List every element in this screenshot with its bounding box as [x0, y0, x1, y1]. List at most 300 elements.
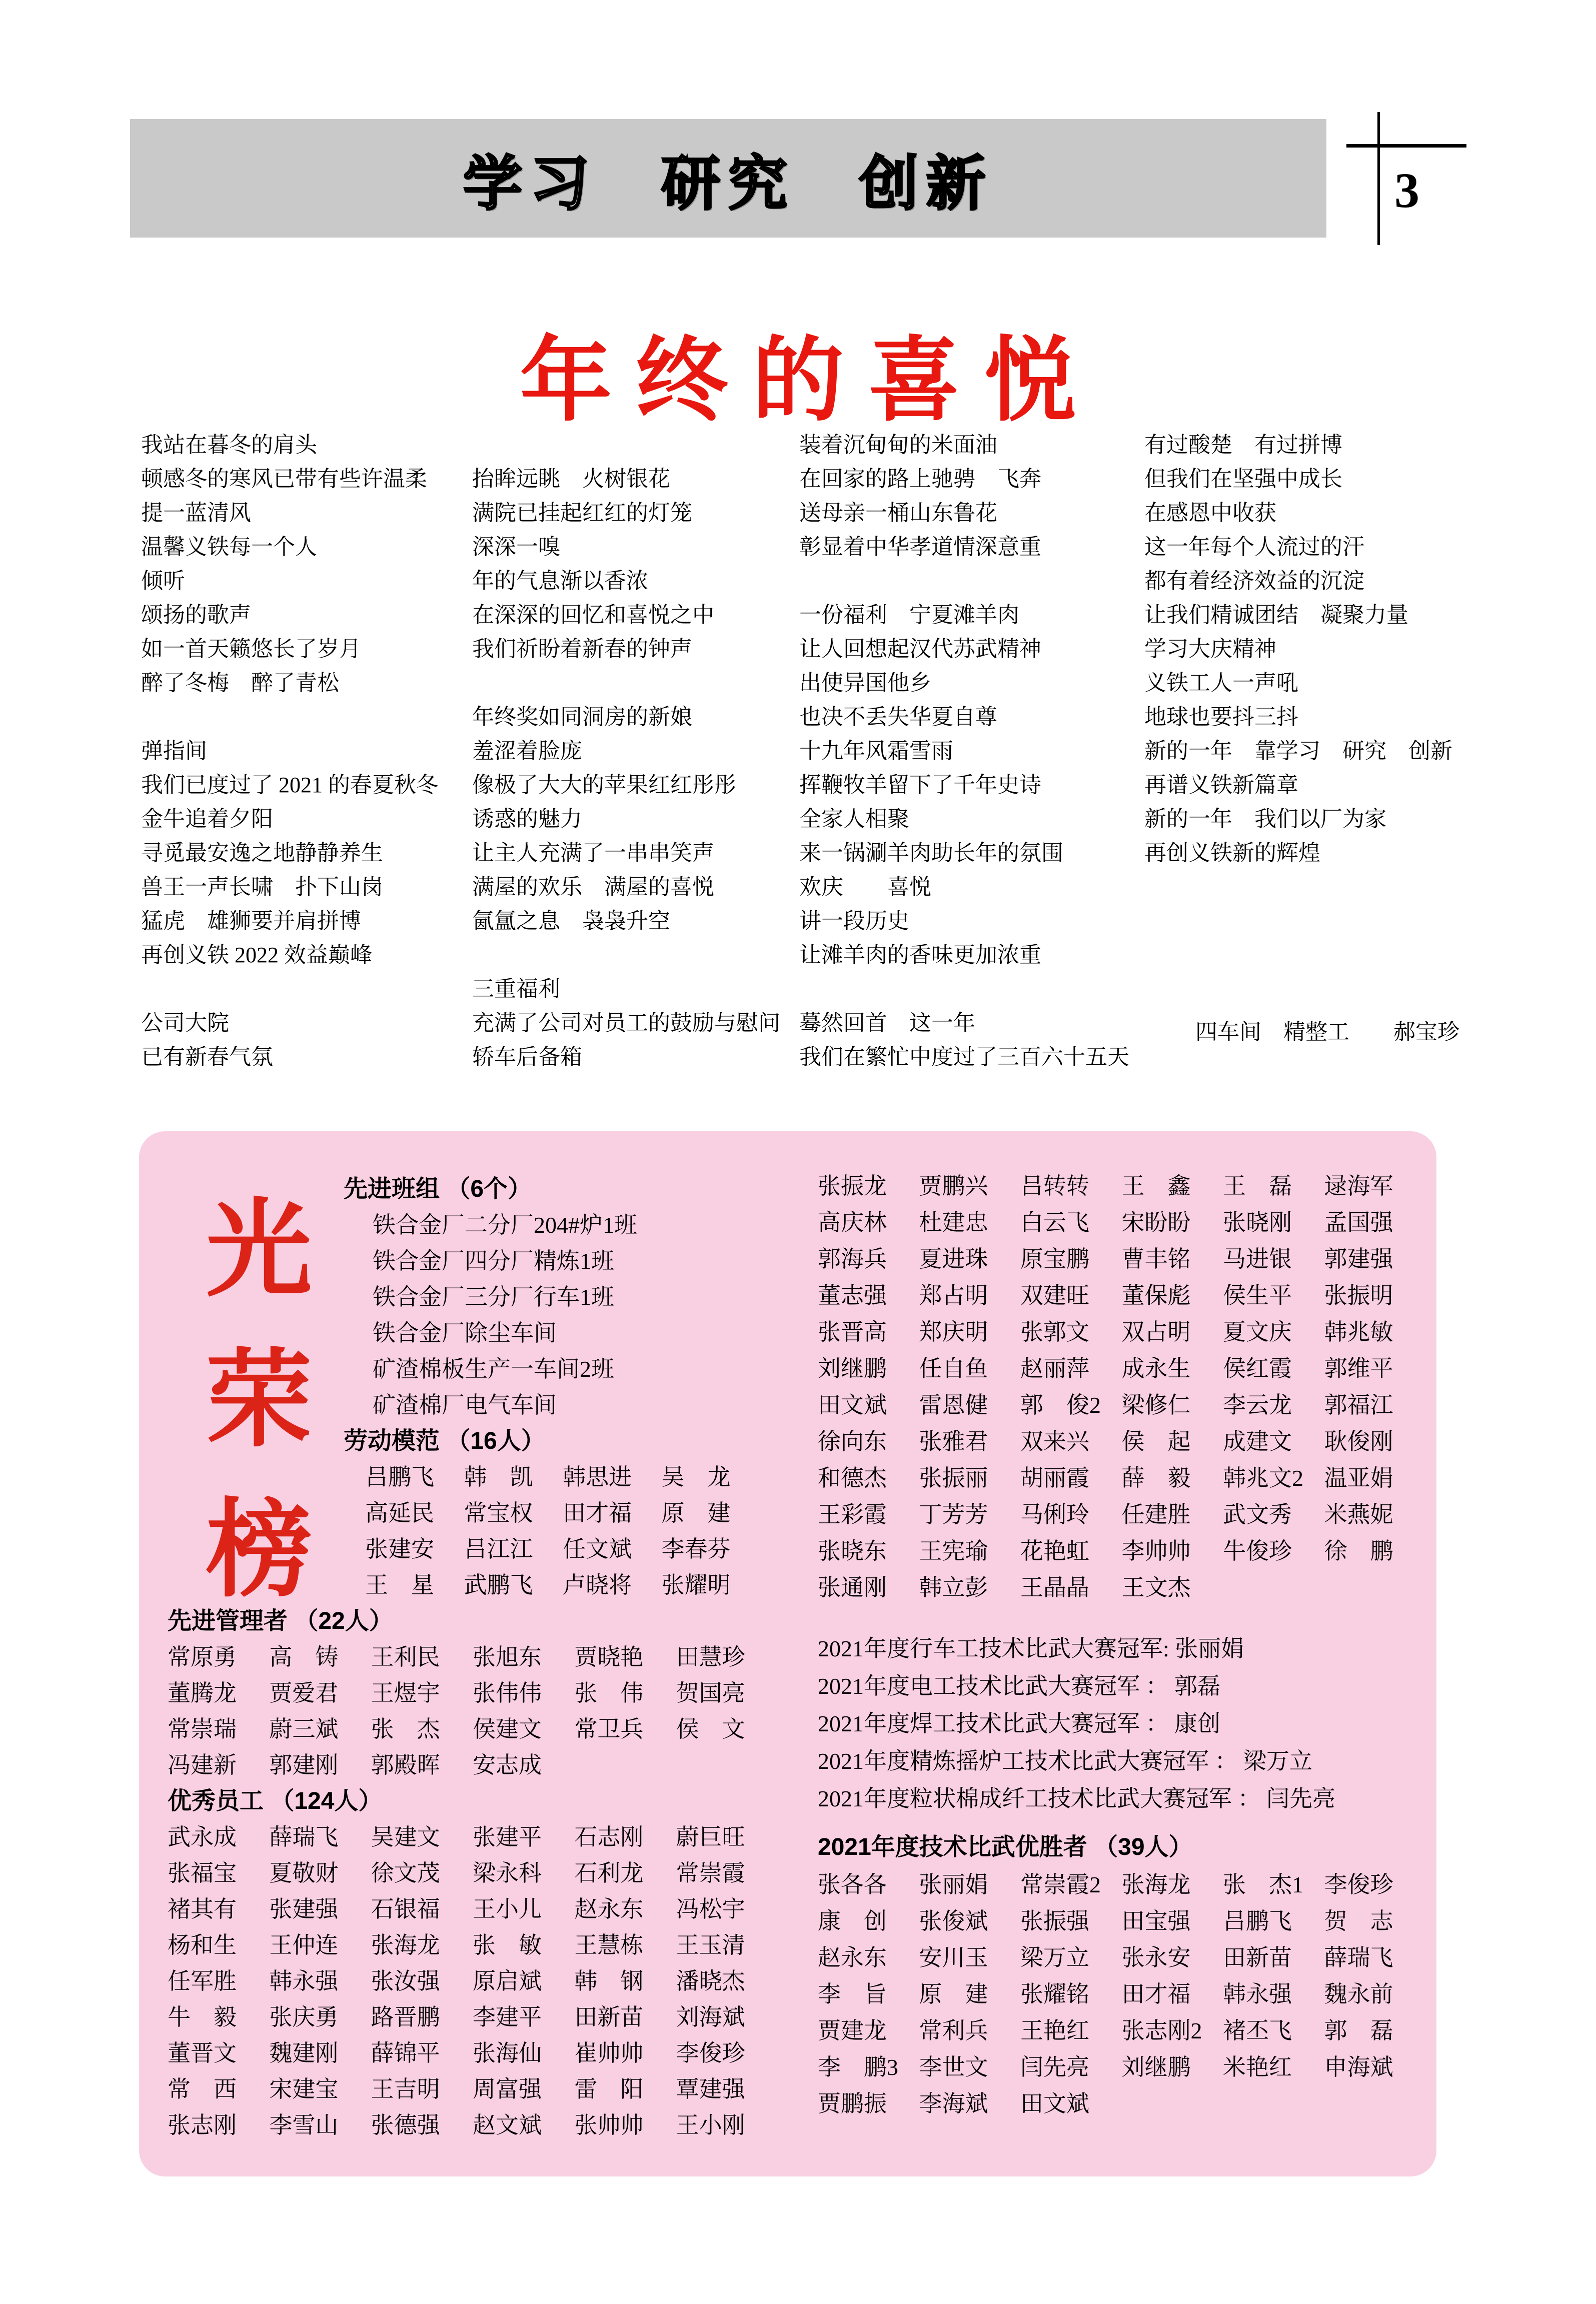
name-row: [168, 1855, 778, 1891]
name-row: [168, 1963, 778, 1999]
poem-line: 我们祈盼着新春的钟声: [472, 637, 692, 661]
name-row: [168, 1819, 778, 1855]
name-cell: 原 建: [661, 1500, 731, 1526]
honor-board-title-char: 荣: [206, 1342, 312, 1459]
poem-line: 寻觅最安逸之地静静养生: [141, 841, 383, 865]
name-cell: 薛锦平: [371, 2040, 440, 2066]
name-cell: 张志刚2: [1121, 2018, 1202, 2043]
name-cell: 张耀铭: [1020, 1981, 1089, 2007]
name-row: [365, 1495, 760, 1531]
name-cell: 刘继鹏: [818, 1356, 887, 1381]
winners-list: [818, 1866, 1425, 2122]
name-cell: 张晓刚: [1223, 1210, 1292, 1235]
name-cell: 郭维平: [1324, 1356, 1393, 1381]
name-row: [818, 1168, 1425, 1204]
name-cell: 李雪山: [269, 2112, 339, 2138]
name-row: [818, 1460, 1425, 1496]
name-cell: 王慧栋: [574, 1932, 644, 1958]
name-cell: 崔帅帅: [574, 2040, 644, 2066]
poem-column-3: [799, 428, 1129, 1074]
name-cell: 张海龙: [1121, 1872, 1191, 1897]
name-row: [818, 2085, 1425, 2122]
name-cell: 王艳红: [1020, 2018, 1089, 2043]
name-cell: 白云飞: [1020, 1210, 1089, 1235]
name-cell: 赵丽萍: [1020, 1356, 1089, 1381]
name-cell: 李帅帅: [1121, 1538, 1191, 1564]
poem-line: 都有着经济效益的沉淀: [1144, 569, 1364, 593]
name-cell: 韩 钢: [574, 1968, 644, 1994]
poem-line: 十九年风霜雪雨: [799, 739, 953, 763]
name-cell: 吕转转: [1020, 1173, 1089, 1199]
name-cell: 张耀明: [661, 1572, 731, 1598]
poem-line: 深深一嗅: [472, 535, 560, 559]
name-cell: 刘继鹏: [1121, 2054, 1191, 2080]
name-cell: 田才福: [563, 1500, 632, 1526]
poem-line: 兽王一声长啸 扑下山岗: [141, 875, 383, 899]
name-cell: 董晋文: [168, 2040, 237, 2066]
name-cell: 张振强: [1020, 1908, 1089, 1934]
name-cell: 郭建刚: [269, 1752, 339, 1778]
name-cell: 常宝权: [464, 1500, 533, 1526]
name-row: [818, 1533, 1425, 1569]
poem-line: 三重福利: [472, 977, 560, 1001]
name-row: [168, 2107, 778, 2143]
name-cell: 雷恩健: [919, 1392, 988, 1418]
honor-board-title-char: 光: [206, 1192, 312, 1309]
registration-mark-horizontal-line: [1346, 144, 1466, 148]
poem-line: 讲一段历史: [799, 909, 909, 933]
name-cell: 张庆勇: [269, 2004, 339, 2030]
poem-line: 有过酸楚 有过拼博: [1144, 433, 1342, 457]
poem-line: 诱惑的魅力: [472, 807, 582, 831]
advanced-teams-header: 先进班组 （6个）: [344, 1176, 532, 1202]
poem-line: 弹指间: [141, 739, 207, 763]
name-cell: 王晶晶: [1020, 1575, 1089, 1600]
name-cell: 路晋鹏: [371, 2004, 440, 2030]
name-cell: 魏永前: [1324, 1981, 1393, 2007]
name-cell: 张建安: [365, 1536, 434, 1562]
name-cell: 安志成: [472, 1752, 542, 1778]
name-cell: 双来兴: [1020, 1429, 1089, 1454]
name-cell: 原 建: [919, 1981, 988, 2007]
name-cell: 石银福: [371, 1896, 440, 1922]
name-cell: 吴 龙: [661, 1464, 731, 1490]
winners-header: 2021年度技术比武优胜者 （39人）: [818, 1834, 1193, 1860]
name-cell: 魏建刚: [269, 2040, 339, 2066]
advanced-teams-list: [168, 1207, 813, 1423]
poem-line: 我站在暮冬的肩头: [141, 433, 317, 457]
poem-line: 倾听: [141, 569, 185, 593]
name-cell: 张永安: [1121, 1945, 1191, 1970]
name-cell: 李云龙: [1223, 1392, 1292, 1418]
name-cell: 雷 阳: [574, 2076, 644, 2102]
poem-line: 新的一年 我们以厂为家: [1144, 807, 1386, 831]
name-cell: 张海龙: [371, 1932, 440, 1958]
name-cell: 李 鹏3: [818, 2054, 898, 2080]
name-row: [168, 1747, 778, 1783]
name-cell: 薛瑞飞: [1324, 1945, 1393, 1970]
advanced-managers-header: 先进管理者 （22人）: [168, 1608, 393, 1634]
name-row: [168, 1927, 778, 1963]
name-cell: 郭海兵: [818, 1246, 887, 1272]
name-cell: 李海斌: [919, 2091, 988, 2116]
name-cell: 高庆林: [818, 1210, 887, 1235]
name-cell: 田新苗: [574, 2004, 644, 2030]
name-cell: 常崇瑞: [168, 1716, 237, 1742]
name-cell: 王小儿: [472, 1896, 542, 1922]
poem-line: 温馨义铁每一个人: [141, 535, 317, 559]
poem-line: 让滩羊肉的香味更加浓重: [799, 943, 1041, 967]
name-cell: 贾鹏兴: [919, 1173, 988, 1199]
poem-line: 颂扬的歌声: [141, 603, 251, 627]
name-row: [818, 1423, 1425, 1460]
name-cell: 马俐玲: [1020, 1502, 1089, 1527]
poem-line: [799, 564, 1129, 598]
name-cell: 韩兆敏: [1324, 1319, 1393, 1345]
name-cell: 成建文: [1223, 1429, 1292, 1454]
name-row: [818, 1350, 1425, 1387]
advanced-managers-list: [168, 1639, 813, 1783]
name-cell: 刘海斌: [676, 2004, 745, 2030]
poem-line: 地球也要抖三抖: [1144, 705, 1298, 729]
name-cell: 李建平: [472, 2004, 542, 2030]
name-cell: 梁修仁: [1121, 1392, 1191, 1418]
name-cell: 张旭东: [472, 1644, 542, 1670]
name-cell: 王玉清: [676, 1932, 745, 1958]
name-cell: 张汝强: [371, 1968, 440, 1994]
name-cell: 侯建文: [472, 1716, 542, 1742]
honor-board-right-column: [818, 1168, 1425, 2122]
name-cell: 任建胜: [1121, 1502, 1191, 1527]
name-cell: 杨和生: [168, 1932, 237, 1958]
poem-line: 我们在繁忙中度过了三百六十五天: [799, 1045, 1129, 1069]
name-cell: 张福宝: [168, 1860, 237, 1886]
name-cell: 孟国强: [1324, 1210, 1393, 1235]
name-cell: 卢晓将: [563, 1572, 632, 1598]
name-cell: 双占明: [1121, 1319, 1191, 1345]
name-cell: 常崇霞: [676, 1860, 745, 1886]
poem-column-4: [1144, 428, 1452, 870]
excellent-staff-list-left: [168, 1819, 813, 2143]
name-cell: 丁芳芳: [919, 1502, 988, 1527]
name-row: [818, 1866, 1425, 1903]
poem-line: 如一首天籁悠长了岁月: [141, 637, 361, 661]
name-cell: 杜建忠: [919, 1210, 988, 1235]
name-cell: 李俊珍: [676, 2040, 745, 2066]
name-cell: 侯生平: [1223, 1283, 1292, 1308]
name-cell: 王小刚: [676, 2112, 745, 2138]
name-cell: 蔚三斌: [269, 1716, 339, 1742]
poem-line: 金牛追着夕阳: [141, 807, 273, 831]
poem-line: 轿车后备箱: [472, 1045, 582, 1069]
poem-line: [472, 938, 780, 972]
poem-line: 也决不丢失华夏自尊: [799, 705, 997, 729]
poem-line: 已有新春气氛: [141, 1045, 273, 1069]
name-cell: 王文杰: [1121, 1575, 1191, 1600]
header-banner: [130, 119, 1326, 238]
poem-line: 一份福利 宁夏滩羊肉: [799, 603, 1019, 627]
name-cell: 韩立彭: [919, 1575, 988, 1600]
name-cell: 赵永东: [574, 1896, 644, 1922]
name-row: [818, 1277, 1425, 1314]
name-cell: 郑庆明: [919, 1319, 988, 1345]
poem-line: [141, 700, 438, 734]
name-cell: 高延民: [365, 1500, 434, 1526]
name-cell: 夏敬财: [269, 1860, 339, 1886]
poem-line: 蓦然回首 这一年: [799, 1011, 975, 1035]
poem-line: 猛虎 雄狮要并肩拼博: [141, 909, 361, 933]
name-cell: 薛 毅: [1121, 1465, 1191, 1491]
name-cell: 曹丰铭: [1121, 1246, 1191, 1272]
name-cell: 温亚娟: [1324, 1465, 1393, 1491]
name-cell: 常 西: [168, 2076, 237, 2102]
name-cell: 张通刚: [818, 1575, 887, 1600]
page-number: 3: [1394, 163, 1419, 218]
poem-line: 公司大院: [141, 1011, 229, 1035]
poem-line: 像极了大大的苹果红红彤彤: [472, 773, 736, 797]
name-cell: 原宝鹏: [1020, 1246, 1089, 1272]
name-cell: 董保彪: [1121, 1283, 1191, 1308]
poem-line: [472, 666, 780, 700]
poem-column-2: [472, 428, 780, 1074]
poem-line: 羞涩着脸庞: [472, 739, 582, 763]
name-cell: 郭 俊2: [1020, 1392, 1101, 1418]
name-cell: 侯 文: [676, 1716, 745, 1742]
name-cell: 王吉明: [371, 2076, 440, 2102]
name-row: [818, 2012, 1425, 2049]
name-cell: 宋盼盼: [1121, 1210, 1191, 1235]
name-cell: 郭建强: [1324, 1246, 1393, 1272]
name-cell: 吕江江: [464, 1536, 533, 1562]
poem-line: 让人回想起汉代苏武精神: [799, 637, 1041, 661]
poem-line: 全家人相聚: [799, 807, 909, 831]
name-cell: 张建强: [269, 1896, 339, 1922]
name-cell: 董腾龙: [168, 1680, 237, 1706]
name-cell: 高 铸: [269, 1644, 339, 1670]
name-cell: 董志强: [818, 1283, 887, 1308]
name-row: [168, 2071, 778, 2107]
poem-line: 在感恩中收获: [1144, 501, 1276, 525]
name-row: [818, 1387, 1425, 1423]
name-cell: 张晋高: [818, 1319, 887, 1345]
poem-line: 来一锅涮羊肉助长年的氛围: [799, 841, 1063, 865]
model-workers-header: 劳动模范 （16人）: [344, 1428, 545, 1454]
name-cell: 张振龙: [818, 1173, 887, 1199]
team-item: 铁合金厂二分厂204#炉1班: [373, 1212, 637, 1238]
poem-line: 提一蓝清风: [141, 501, 251, 525]
banner-word-research: 研究: [661, 151, 795, 217]
name-cell: 申海斌: [1324, 2054, 1393, 2080]
name-cell: 贺 志: [1324, 1908, 1393, 1934]
poem-line: [472, 428, 780, 462]
name-cell: 张志刚: [168, 2112, 237, 2138]
name-cell: 耿俊刚: [1324, 1429, 1393, 1454]
name-cell: 和德杰: [818, 1465, 887, 1491]
name-cell: 徐向东: [818, 1429, 887, 1454]
honor-board-left-column: [168, 1171, 813, 2143]
name-row: [818, 1976, 1425, 2012]
name-cell: 牛 毅: [168, 2004, 237, 2030]
name-row: [818, 1241, 1425, 1277]
poem-line: 年终奖如同洞房的新娘: [472, 705, 692, 729]
name-row: [818, 2049, 1425, 2085]
name-cell: 王 星: [365, 1572, 434, 1598]
champion-line: 2021年度粒状棉成纤工技术比武大赛冠军 ： 闫先亮: [818, 1786, 1335, 1811]
name-cell: 任军胜: [168, 1968, 237, 1994]
name-cell: 张 杰1: [1223, 1872, 1303, 1897]
name-cell: 郭 磊: [1324, 2018, 1393, 2043]
champion-line: 2021年度焊工技术比武大赛冠军 ： 康创: [818, 1711, 1220, 1736]
name-cell: 张俊斌: [919, 1908, 988, 1934]
name-cell: 吕鹏飞: [1223, 1908, 1292, 1934]
name-cell: 冯松宇: [676, 1896, 745, 1922]
name-cell: 韩兆文2: [1223, 1465, 1303, 1491]
poem-line: 出使异国他乡: [799, 671, 931, 695]
name-cell: 梁永科: [472, 1860, 542, 1886]
name-cell: 石志刚: [574, 1824, 644, 1850]
poem-line: 在回家的路上驰骋 飞奔: [799, 467, 1041, 491]
poem-line: 顿感冬的寒风已带有些许温柔: [141, 467, 427, 491]
poem-line: 装着沉甸甸的米面油: [799, 433, 997, 457]
name-cell: 薛瑞飞: [269, 1824, 339, 1850]
name-cell: 康 创: [818, 1908, 887, 1934]
name-cell: 张伟伟: [472, 1680, 542, 1706]
name-cell: 张雅君: [919, 1429, 988, 1454]
name-cell: 田慧珍: [676, 1644, 745, 1670]
name-cell: 成永生: [1121, 1356, 1191, 1381]
name-cell: 常原勇: [168, 1644, 237, 1670]
name-cell: 田文斌: [818, 1392, 887, 1418]
name-row: [818, 1204, 1425, 1241]
banner-word-innovate: 创新: [859, 151, 994, 217]
poem-line: 义铁工人一声吼: [1144, 671, 1298, 695]
name-cell: 武永成: [168, 1824, 237, 1850]
team-item: 矿渣棉厂电气车间: [373, 1392, 557, 1418]
name-cell: 贺国亮: [676, 1680, 745, 1706]
name-cell: 原启斌: [472, 1968, 542, 1994]
name-cell: 王煜宇: [371, 1680, 440, 1706]
name-cell: 闫先亮: [1020, 2054, 1089, 2080]
poem-line: [141, 972, 438, 1006]
name-cell: 吕鹏飞: [365, 1464, 434, 1490]
champion-line: 2021年度行车工技术比武大赛冠军: 张丽娟: [818, 1636, 1244, 1661]
name-cell: 任文斌: [563, 1536, 632, 1562]
name-cell: 双建旺: [1020, 1283, 1089, 1308]
name-cell: 花艳虹: [1020, 1538, 1089, 1564]
name-row: [168, 1675, 778, 1711]
poem-line: 再创义铁新的辉煌: [1144, 841, 1320, 865]
name-cell: 田宝强: [1121, 1908, 1191, 1934]
name-cell: 王宪瑜: [919, 1538, 988, 1564]
name-cell: 周富强: [472, 2076, 542, 2102]
name-cell: 常利兵: [919, 2018, 988, 2043]
team-item: 铁合金厂四分厂精炼1班: [373, 1248, 614, 1274]
name-cell: 米艳红: [1223, 2054, 1292, 2080]
poem-line: 在深深的回忆和喜悦之中: [472, 603, 714, 627]
poem-line: 这一年每个人流过的汗: [1144, 535, 1364, 559]
poem-column-1: [141, 428, 438, 1074]
model-workers-list: [168, 1459, 813, 1603]
name-row: [365, 1567, 760, 1603]
name-cell: 韩永强: [269, 1968, 339, 1994]
name-cell: 褚其有: [168, 1896, 237, 1922]
banner-word-study: 学习: [463, 151, 597, 217]
name-row: [168, 1639, 778, 1675]
poem-line: 欢庆 喜悦: [799, 875, 931, 899]
name-cell: 张丽娟: [919, 1872, 988, 1897]
name-cell: 韩 凯: [464, 1464, 533, 1490]
name-cell: 米燕妮: [1324, 1502, 1393, 1527]
name-cell: 武鹏飞: [464, 1572, 533, 1598]
name-cell: 李世文: [919, 2054, 988, 2080]
poem-line: 醉了冬梅 醉了青松: [141, 671, 339, 695]
name-cell: 李俊珍: [1324, 1872, 1393, 1897]
name-cell: 王 磊: [1223, 1173, 1292, 1199]
team-item: 铁合金厂除尘车间: [373, 1320, 557, 1346]
name-cell: 贾爱君: [269, 1680, 339, 1706]
champion-line: 2021年度精炼摇炉工技术比武大赛冠军 ： 梁万立: [818, 1748, 1312, 1774]
poem-line: 彰显着中华孝道情深意重: [799, 535, 1041, 559]
poem-attribution: 四车间 精整工 郝宝珍: [1195, 1020, 1459, 1044]
name-cell: 张郭文: [1020, 1319, 1089, 1345]
name-row: [818, 1903, 1425, 1939]
team-item: 铁合金厂三分厂行车1班: [373, 1284, 614, 1310]
poem-line: 再创义铁 2022 效益巅峰: [141, 943, 372, 967]
registration-mark-vertical-line: [1377, 112, 1380, 245]
name-cell: 马进银: [1223, 1246, 1292, 1272]
name-cell: 武文秀: [1223, 1502, 1292, 1527]
name-row: [818, 1939, 1425, 1976]
name-row: [818, 1496, 1425, 1533]
poem-line: 但我们在坚强中成长: [1144, 467, 1342, 491]
name-cell: 褚丕飞: [1223, 2018, 1292, 2043]
name-cell: 徐 鹏: [1324, 1538, 1393, 1564]
name-cell: 田才福: [1121, 1981, 1191, 2007]
name-row: [365, 1459, 760, 1495]
poem-line: 满院已挂起红红的灯笼: [472, 501, 692, 525]
poem-line: 送母亲一桶山东鲁花: [799, 501, 997, 525]
name-cell: 夏进珠: [919, 1246, 988, 1272]
poem-line: 让主人充满了一串串笑声: [472, 841, 714, 865]
name-cell: 郭福江: [1324, 1392, 1393, 1418]
name-cell: 任自鱼: [919, 1356, 988, 1381]
name-cell: 赵文斌: [472, 2112, 542, 2138]
name-cell: 韩思进: [563, 1464, 632, 1490]
name-cell: 常卫兵: [574, 1716, 644, 1742]
name-cell: 侯 起: [1121, 1429, 1191, 1454]
name-cell: 张振丽: [919, 1465, 988, 1491]
name-cell: 常崇霞2: [1020, 1872, 1101, 1897]
poem-line: 挥鞭牧羊留下了千年史诗: [799, 773, 1041, 797]
name-row: [168, 2035, 778, 2071]
poem-line: 新的一年 靠学习 研究 创新: [1144, 739, 1452, 763]
name-cell: 侯红霞: [1223, 1356, 1292, 1381]
name-cell: 宋建宝: [269, 2076, 339, 2102]
name-cell: 张德强: [371, 2112, 440, 2138]
name-cell: 张 杰: [371, 1716, 440, 1742]
poem-line: 让我们精诚团结 凝聚力量: [1144, 603, 1408, 627]
poem-line: 满屋的欢乐 满屋的喜悦: [472, 875, 714, 899]
name-cell: 张振明: [1324, 1283, 1393, 1308]
name-cell: 逯海军: [1324, 1173, 1393, 1199]
name-cell: 韩永强: [1223, 1981, 1292, 2007]
poem-line: 充满了公司对员工的鼓励与慰问: [472, 1011, 780, 1035]
name-cell: 张建平: [472, 1824, 542, 1850]
name-cell: 贾鹏振: [818, 2091, 887, 2116]
champion-line: 2021年度电工技术比武大赛冠军 ： 郭磊: [818, 1673, 1220, 1699]
name-cell: 王彩霞: [818, 1502, 887, 1527]
name-cell: 郑占明: [919, 1283, 988, 1308]
